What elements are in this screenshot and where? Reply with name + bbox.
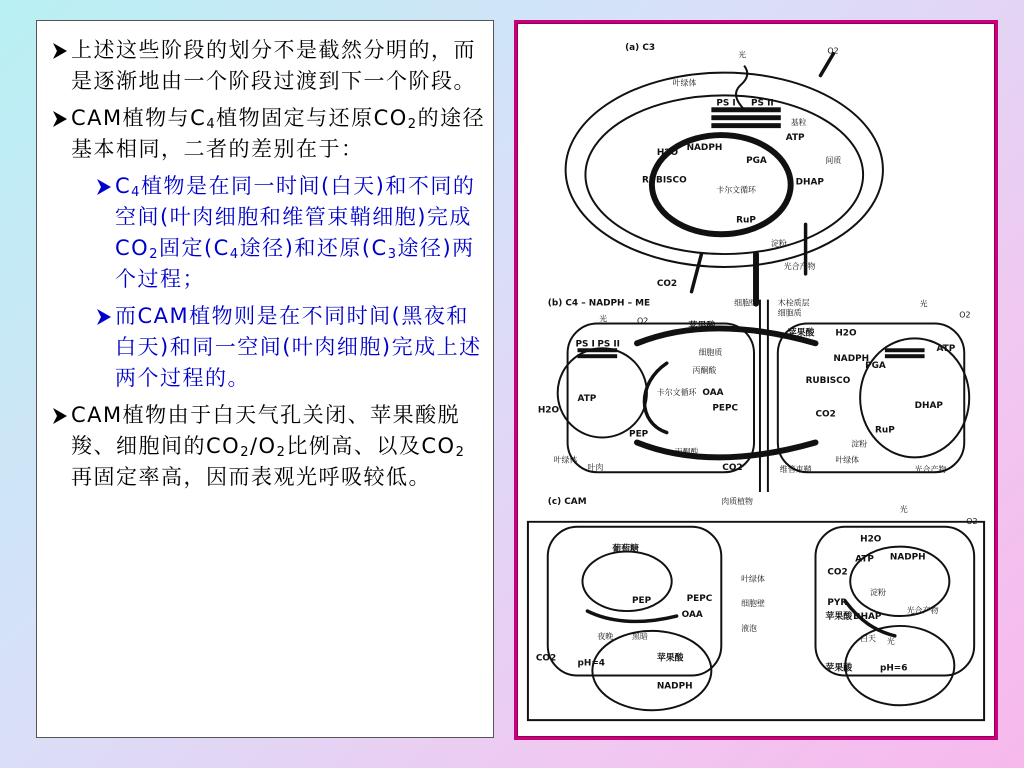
- svg-text:苹果酸: 苹果酸: [688, 321, 716, 332]
- bullet-text: $C_4$植物是在同一时间(白天)和不同的空间(叶肉细胞和维管束鞘细胞)完成$CO_2$固定($C_4$途径)和还原($C_3$途径)两个过程；: [115, 174, 476, 291]
- svg-text:黑暗: 黑暗: [632, 631, 648, 641]
- svg-text:白天: 白天: [860, 633, 876, 643]
- svg-text:PEP: PEP: [629, 429, 649, 440]
- bullet-arrow-icon: [51, 108, 69, 130]
- svg-text:H2O: H2O: [835, 328, 857, 339]
- figure-frame: [514, 20, 998, 740]
- bullet-arrow-icon: [51, 405, 69, 427]
- bullet-item: [51, 35, 487, 97]
- bullet-arrow-icon: [51, 40, 69, 62]
- label-rup: RuP: [736, 215, 756, 226]
- svg-text:ATP: ATP: [855, 554, 874, 565]
- bullet-arrow-icon: [95, 176, 113, 198]
- svg-text:O2: O2: [959, 310, 971, 320]
- svg-text:OAA: OAA: [702, 387, 724, 398]
- svg-text:PS I: PS I: [575, 339, 595, 350]
- svg-text:细胞质: 细胞质: [777, 308, 802, 318]
- bullet-item: [51, 171, 487, 295]
- svg-text:夜晚: 夜晚: [597, 631, 614, 641]
- svg-text:光: 光: [886, 636, 895, 646]
- svg-text:PEPC: PEPC: [686, 594, 713, 605]
- svg-text:H2O: H2O: [860, 534, 882, 545]
- label-ps1: PS I: [716, 98, 736, 109]
- panel-b-c4: [538, 298, 971, 492]
- text-panel: [36, 20, 494, 738]
- svg-text:NADPH: NADPH: [889, 552, 926, 563]
- bullet-item: [51, 103, 487, 165]
- panel-b-title: (b) C4 – NADPH – ME: [547, 298, 651, 309]
- label-chloroplast: 叶绿体: [672, 78, 697, 88]
- svg-text:叶绿体: 叶绿体: [741, 574, 765, 584]
- panel-a-title: (a) C3: [625, 42, 656, 53]
- label-co2: CO2: [656, 278, 678, 289]
- svg-text:葡萄糖: 葡萄糖: [612, 544, 639, 555]
- svg-text:淀粉: 淀粉: [851, 439, 868, 449]
- svg-text:CO2: CO2: [722, 463, 743, 474]
- svg-text:PGA: PGA: [865, 361, 886, 372]
- bullet-item: [51, 301, 487, 394]
- svg-text:苹果酸: 苹果酸: [787, 328, 815, 339]
- label-calvin: 卡尔文循环: [716, 185, 756, 195]
- svg-text:DHAP: DHAP: [853, 611, 882, 622]
- bullet-text: CAM植物与$C_4$植物固定与还原$CO_2$的途径基本相同，二者的差别在于：: [71, 106, 486, 161]
- svg-text:PS II: PS II: [597, 339, 621, 350]
- svg-text:液泡: 液泡: [741, 623, 757, 633]
- bullet-text: 上述这些阶段的划分不是截然分明的，而是逐渐地由一个阶段过渡到下一个阶段。: [71, 38, 476, 93]
- svg-text:ATP: ATP: [936, 344, 956, 355]
- svg-text:维管束鞘: 维管束鞘: [779, 465, 812, 475]
- svg-text:光合产物: 光合产物: [914, 465, 947, 475]
- svg-text:木栓质层: 木栓质层: [777, 298, 810, 308]
- bullet-arrow-icon: [95, 306, 113, 328]
- svg-text:丙酮酸: 丙酮酸: [674, 447, 699, 457]
- svg-text:pH=4: pH=4: [577, 658, 605, 669]
- svg-text:DHAP: DHAP: [914, 400, 943, 411]
- svg-text:RUBISCO: RUBISCO: [805, 375, 851, 386]
- svg-text:细胞壁: 细胞壁: [741, 599, 765, 609]
- svg-text:ATP: ATP: [577, 393, 597, 404]
- panel-a-c3: [566, 43, 883, 304]
- svg-text:叶肉: 叶肉: [587, 463, 604, 473]
- svg-text:光合产物: 光合产物: [906, 606, 939, 616]
- bullet-text: 而CAM植物则是在不同时间(黑夜和白天)和同一空间(叶肉细胞)完成上述两个过程的。: [115, 304, 482, 390]
- svg-text:卡尔文循环: 卡尔文循环: [656, 387, 697, 397]
- label-stroma: 间质: [825, 155, 842, 165]
- label-o2: O2: [827, 46, 839, 56]
- svg-text:pH=6: pH=6: [879, 663, 908, 674]
- svg-text:光: 光: [919, 299, 928, 309]
- label-dhap: DHAP: [795, 177, 824, 188]
- svg-text:叶绿体: 叶绿体: [553, 455, 578, 465]
- label-light: 光: [738, 50, 747, 60]
- svg-text:光: 光: [899, 504, 908, 514]
- svg-text:CO2: CO2: [827, 567, 848, 578]
- label-pga: PGA: [746, 155, 767, 166]
- bullet-item: [51, 400, 487, 493]
- svg-text:O2: O2: [637, 316, 649, 326]
- svg-text:NADPH: NADPH: [833, 354, 870, 365]
- svg-text:PYR: PYR: [827, 598, 848, 609]
- svg-text:RuP: RuP: [875, 425, 895, 436]
- label-nadph: NADPH: [686, 142, 723, 153]
- svg-text:PEP: PEP: [632, 596, 652, 607]
- svg-text:OAA: OAA: [681, 610, 703, 621]
- label-rubisco: RUBISCO: [641, 175, 687, 186]
- label-ps2: PS II: [751, 98, 774, 109]
- label-h2o: H2O: [656, 147, 679, 158]
- svg-text:CO2: CO2: [815, 409, 836, 420]
- panel-c-title: (c) CAM: [547, 496, 587, 507]
- svg-text:叶绿体: 叶绿体: [835, 455, 860, 465]
- bullet-text: CAM植物由于白天气孔关闭、苹果酸脱羧、细胞间的$CO_2/O_2$比例高、以及$CO_2$再固定率高，因而表观光呼吸较低。: [71, 403, 466, 489]
- svg-text:H2O: H2O: [537, 405, 560, 416]
- svg-text:细胞质: 细胞质: [698, 348, 723, 358]
- panel-c-cam: [528, 496, 984, 720]
- svg-text:CO2: CO2: [535, 653, 557, 664]
- svg-text:淀粉: 淀粉: [870, 588, 886, 598]
- label-product: 光合产物: [783, 261, 816, 271]
- svg-text:苹果酸: 苹果酸: [825, 663, 853, 674]
- svg-text:光: 光: [599, 314, 608, 324]
- svg-text:丙酮酸: 丙酮酸: [692, 366, 717, 376]
- svg-text:苹果酸: 苹果酸: [825, 611, 853, 622]
- svg-text:细胞壁: 细胞壁: [734, 298, 758, 308]
- svg-text:PEPC: PEPC: [712, 403, 739, 414]
- svg-text:NADPH: NADPH: [656, 681, 693, 692]
- photosynthesis-diagram: [517, 23, 995, 737]
- svg-text:肉质植物: 肉质植物: [721, 496, 753, 506]
- svg-text:O2: O2: [966, 516, 978, 526]
- label-granum: 基粒: [790, 118, 807, 128]
- svg-text:苹果酸: 苹果酸: [656, 653, 684, 664]
- label-starch: 淀粉: [770, 239, 787, 249]
- label-atp: ATP: [785, 133, 805, 144]
